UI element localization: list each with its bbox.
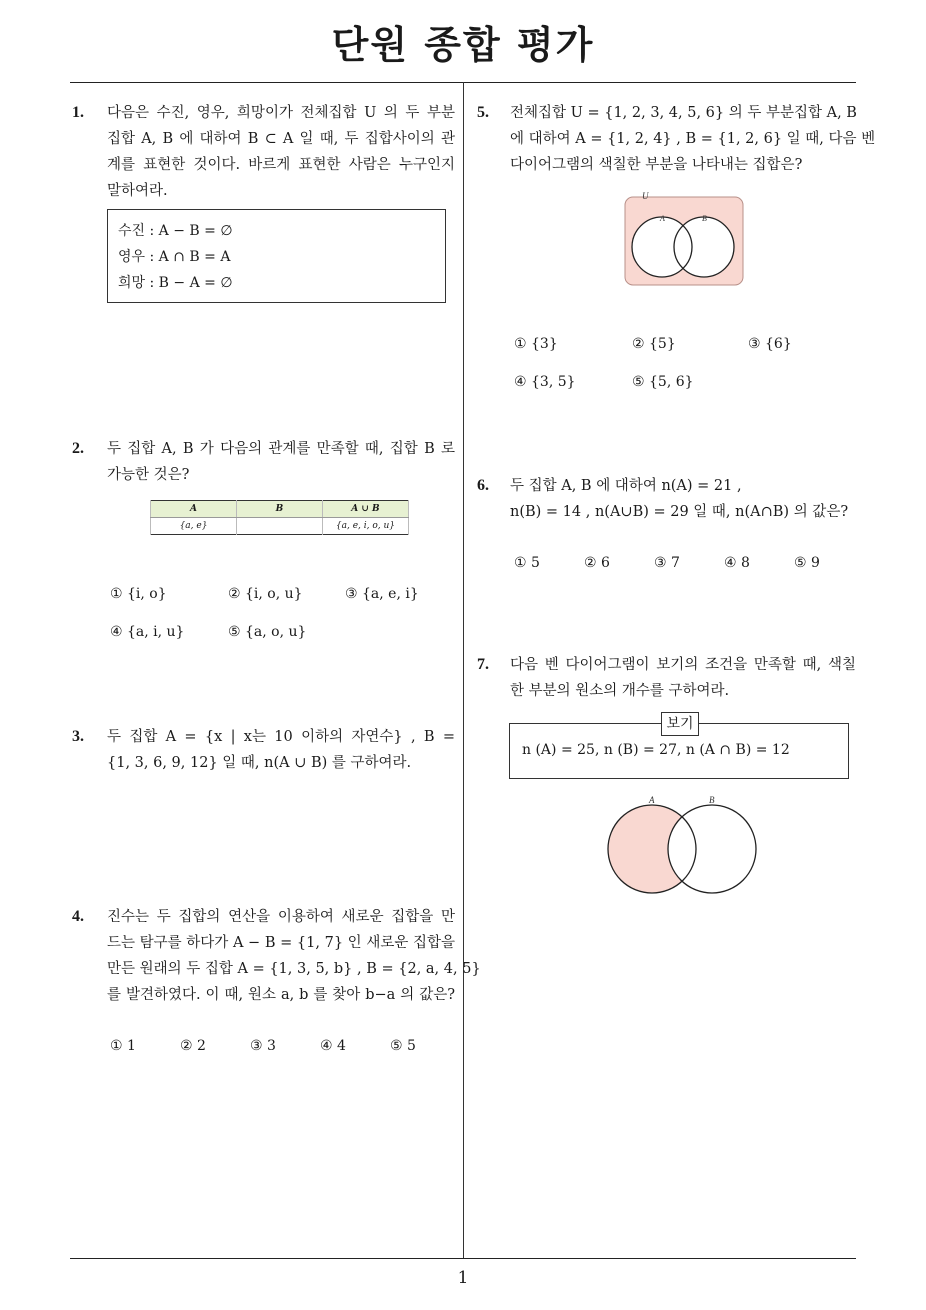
question-number: 1. bbox=[72, 104, 84, 121]
venn-diagram-q7 bbox=[600, 790, 770, 900]
question-number: 3. bbox=[72, 728, 84, 745]
universal-set-label: U bbox=[642, 191, 649, 201]
choice-5: ⑤ {5, 6} bbox=[632, 374, 694, 390]
question-text-line: 두 집합 A = {x | x는 10 이하의 자연수} , B = bbox=[107, 729, 455, 745]
question-text-line: 다음은 수진, 영우, 희망이가 전체집합 U 의 두 부분 bbox=[107, 105, 455, 121]
choice-4: ④ {3, 5} bbox=[514, 374, 576, 390]
question-text-line: 전체집합 U = {1, 2, 3, 4, 5, 6} 의 두 부분집합 A, B bbox=[510, 105, 857, 121]
choice-1: ① 1 bbox=[110, 1038, 136, 1054]
set-b-label: B bbox=[702, 214, 707, 223]
choice-3: ③ 3 bbox=[250, 1038, 276, 1054]
bogi-condition: n (A) = 25, n (B) = 27, n (A ∩ B) = 12 bbox=[522, 742, 790, 758]
table-cell bbox=[237, 518, 323, 535]
question-text-line: 다이어그램의 색칠한 부분을 나타내는 집합은? bbox=[510, 157, 803, 173]
statement-sujin: 수진 : A − B = ∅ bbox=[118, 223, 233, 239]
question-text-line: 드는 탐구를 하다가 A − B = {1, 7} 인 새로운 집합을 bbox=[107, 935, 455, 951]
table-row bbox=[151, 518, 409, 535]
column-divider bbox=[463, 82, 464, 1258]
table-cell: {a, e} bbox=[151, 518, 237, 535]
question-text-line: 를 발견하였다. 이 때, 원소 a, b 를 찾아 b−a 의 값은? bbox=[107, 987, 455, 1003]
choice-2: ② 2 bbox=[180, 1038, 206, 1054]
choice-1: ① 5 bbox=[514, 555, 540, 571]
set-relation-table bbox=[150, 500, 409, 535]
question-text-line: 만든 원래의 두 집합 A = {1, 3, 5, b} , B = {2, a, 4, 5} bbox=[107, 961, 481, 977]
bogi-label: 보기 bbox=[661, 712, 699, 736]
question-text-line: 가능한 것은? bbox=[107, 467, 190, 483]
question-text-line: 집합 A, B 에 대하여 B ⊂ A 일 때, 두 집합사이의 관 bbox=[107, 131, 455, 147]
choice-5: ⑤ 9 bbox=[794, 555, 820, 571]
choice-2: ② {i, o, u} bbox=[228, 586, 303, 602]
question-text-line: 두 집합 A, B 가 다음의 관계를 만족할 때, 집합 B 로 bbox=[107, 441, 455, 457]
question-text-line: 에 대하여 A = {1, 2, 4} , B = {1, 2, 6} 일 때, 다음 벤 bbox=[510, 131, 876, 147]
question-text-line: 계를 표현한 것이다. 바르게 표현한 사람은 누구인지 bbox=[107, 157, 455, 173]
table-header-cell: A ∪ B bbox=[322, 501, 408, 518]
question-text-line: 진수는 두 집합의 연산을 이용하여 새로운 집합을 만 bbox=[107, 909, 455, 925]
question-text-line: 말하여라. bbox=[107, 183, 168, 199]
question-number: 7. bbox=[477, 656, 489, 673]
table-header-cell: A bbox=[151, 501, 237, 518]
footer-rule bbox=[70, 1258, 856, 1259]
question-text-line: {1, 3, 6, 9, 12} 일 때, n(A ∪ B) 를 구하여라. bbox=[107, 755, 412, 771]
question-number: 4. bbox=[72, 908, 84, 925]
choice-3: ③ 7 bbox=[654, 555, 680, 571]
statement-heemang: 희망 : B − A = ∅ bbox=[118, 275, 233, 291]
choice-5: ⑤ {a, o, u} bbox=[228, 624, 307, 640]
question-text-line: 한 부분의 원소의 개수를 구하여라. bbox=[510, 683, 730, 699]
page-number: 1 bbox=[457, 1268, 469, 1288]
table-cell: {a, e, i, o, u} bbox=[322, 518, 408, 535]
choice-4: ④ {a, i, u} bbox=[110, 624, 185, 640]
set-a-label: A bbox=[660, 214, 665, 223]
page-title: 단원 종합 평가 bbox=[331, 23, 595, 67]
question-text-line: 두 집합 A, B 에 대하여 n(A) = 21 , bbox=[510, 478, 742, 494]
question-number: 2. bbox=[72, 440, 84, 457]
table-header-cell: B bbox=[237, 501, 323, 518]
question-number: 6. bbox=[477, 477, 489, 494]
choice-3: ③ {a, e, i} bbox=[345, 586, 419, 602]
choice-1: ① {3} bbox=[514, 336, 558, 352]
set-b-label: B bbox=[709, 795, 715, 805]
choice-5: ⑤ 5 bbox=[390, 1038, 416, 1054]
choice-3: ③ {6} bbox=[748, 336, 792, 352]
venn-diagram-q5 bbox=[620, 186, 750, 290]
question-text-line: 다음 벤 다이어그램이 보기의 조건을 만족할 때, 색칠 bbox=[510, 657, 856, 673]
choice-1: ① {i, o} bbox=[110, 586, 167, 602]
choice-2: ② {5} bbox=[632, 336, 676, 352]
question-number: 5. bbox=[477, 104, 489, 121]
table-header-row bbox=[151, 501, 409, 518]
question-text-line: n(B) = 14 , n(A∪B) = 29 일 때, n(A∩B) 의 값은? bbox=[510, 504, 849, 520]
choice-4: ④ 8 bbox=[724, 555, 750, 571]
choice-4: ④ 4 bbox=[320, 1038, 346, 1054]
choice-2: ② 6 bbox=[584, 555, 610, 571]
set-a-label: A bbox=[649, 795, 655, 805]
statement-youngwoo: 영우 : A ∩ B = A bbox=[118, 249, 231, 265]
